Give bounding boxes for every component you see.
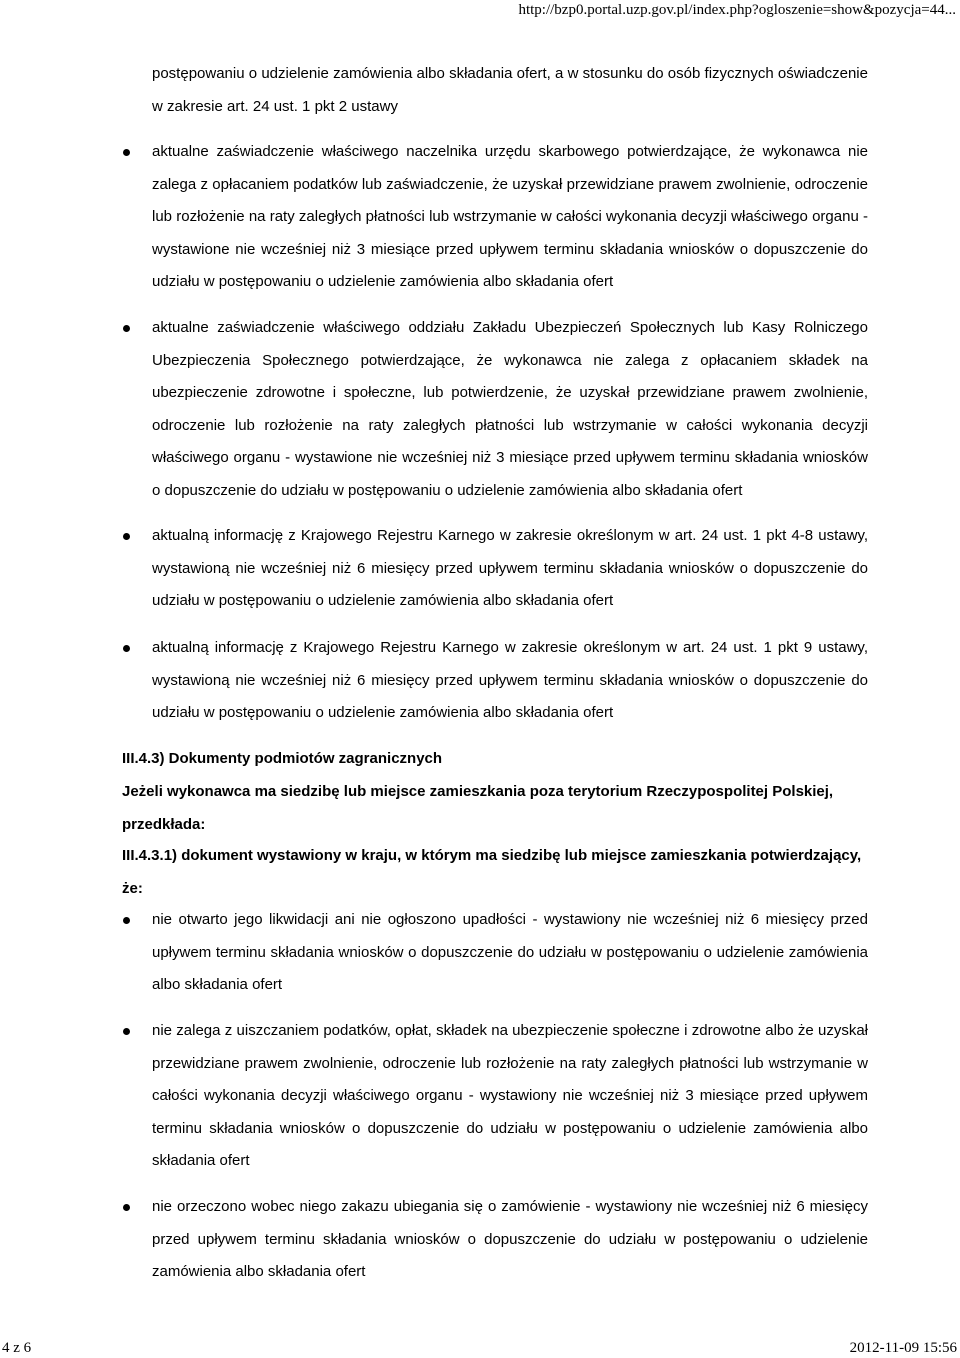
list-item-text: aktualne zaświadczenie właściwego naczelnika urzędu skarbowego potwierdzające, że wykonawca nie zalega z opłacaniem podatków lub zaświadczenie, że uzyskał przewidziane prawem zwolnienie, odroczenie lub rozłożenie na raty zaległych płatności lub wstrzymanie w całości wykonania decyzji właściwego organu - wystawione nie wcześniej niż 3 miesiące przed upływem terminu składania wniosków o dopuszczenie do udziału w postępowaniu o udzielenie zamówienia albo składania ofert bbox=[152, 143, 868, 290]
page-number: 4 z 6 bbox=[2, 1340, 32, 1356]
list-item bbox=[152, 312, 868, 507]
section-intro: Jeżeli wykonawca ma siedzibę lub miejsce zamieszkania poza terytorium Rzeczypospolitej Polskiej, przedkłada: bbox=[122, 783, 834, 833]
list-item-text: aktualne zaświadczenie właściwego oddziału Zakładu Ubezpieczeń Społecznych lub Kasy Rolniczego Ubezpieczenia Społecznego potwierdzające, że wykonawca nie zalega z opłacaniem składek na ubezpieczenie zdrowotne i społeczne, lub potwierdzenie, że uzyskał przewidziane prawem zwolnienie, odroczenie lub rozłożenie na raty zaległych płatności lub wstrzymanie w całości wykonania decyzji właściwego organu - wystawione nie wcześniej niż 3 miesiące przed upływem terminu składania wniosków o dopuszczenie do udziału w postępowaniu o udzielenie zamówienia albo składania ofert bbox=[152, 319, 868, 499]
list-item bbox=[152, 632, 868, 730]
list-item-text: nie orzeczono wobec niego zakazu ubiegania się o zamówienie - wystawiony nie wcześniej niż 6 miesięcy przed upływem terminu składania wniosków o dopuszczenie do udziału w postępowaniu o udzielenie zamówienia albo składania ofert bbox=[152, 1198, 868, 1280]
bullet-icon bbox=[123, 325, 130, 332]
subsection-title: III.4.3.1) dokument wystawiony w kraju, w którym ma siedzibę lub miejsce zamieszkania potwierdzający, że: bbox=[122, 847, 862, 897]
list-item bbox=[152, 1191, 868, 1289]
print-datetime: 2012-11-09 15:56 bbox=[849, 1340, 957, 1356]
bullet-icon bbox=[123, 1204, 130, 1211]
list-item-text: aktualną informację z Krajowego Rejestru Karnego w zakresie określonym w art. 24 ust. 1 pkt 4-8 ustawy, wystawioną nie wcześniej niż 6 miesięcy przed upływem terminu składania wniosków o dopuszczenie do udziału w postępowaniu o udzielenie zamówienia albo składania ofert bbox=[152, 527, 868, 609]
list-item bbox=[152, 136, 868, 299]
page-url: http://bzp0.portal.uzp.gov.pl/index.php?ogloszenie=show&pozycja=44... bbox=[518, 2, 956, 18]
list-item bbox=[152, 904, 868, 1002]
section-title: III.4.3) Dokumenty podmiotów zagranicznych bbox=[122, 750, 443, 767]
list-item bbox=[152, 1015, 868, 1178]
list-item bbox=[152, 520, 868, 618]
bullet-icon bbox=[123, 917, 130, 924]
bullet-icon bbox=[123, 1028, 130, 1035]
list-item-text: nie otwarto jego likwidacji ani nie ogłoszono upadłości - wystawiony nie wcześniej niż 6 miesięcy przed upływem terminu składania wniosków o dopuszczenie do udziału w postępowaniu o udzielenie zamówienia albo składania ofert bbox=[152, 911, 868, 993]
bullet-icon bbox=[123, 533, 130, 540]
bullet-icon bbox=[123, 645, 130, 652]
list-item-text: nie zalega z uiszczaniem podatków, opłat, składek na ubezpieczenie społeczne i zdrowotne albo że uzyskał przewidziane prawem zwolnienie, odroczenie lub rozłożenie na raty zaległych płatności lub wstrzymanie w całości wykonania decyzji właściwego organu - wystawiony nie wcześniej niż 3 miesiące przed upływem terminu składania wniosków o dopuszczenie do udziału w postępowaniu o udzielenie zamówienia albo składania ofert bbox=[152, 1022, 868, 1169]
list-item-text: aktualną informację z Krajowego Rejestru Karnego w zakresie określonym w art. 24 ust. 1 pkt 9 ustawy, wystawioną nie wcześniej niż 6 miesięcy przed upływem terminu składania wniosków o dopuszczenie do udziału w postępowaniu o udzielenie zamówienia albo składania ofert bbox=[152, 639, 868, 721]
intro-paragraph: postępowaniu o udzielenie zamówienia albo składania ofert, a w stosunku do osób fizycznych oświadczenie w zakresie art. 24 ust. 1 pkt 2 ustawy bbox=[152, 65, 868, 115]
bullet-icon bbox=[123, 149, 130, 156]
